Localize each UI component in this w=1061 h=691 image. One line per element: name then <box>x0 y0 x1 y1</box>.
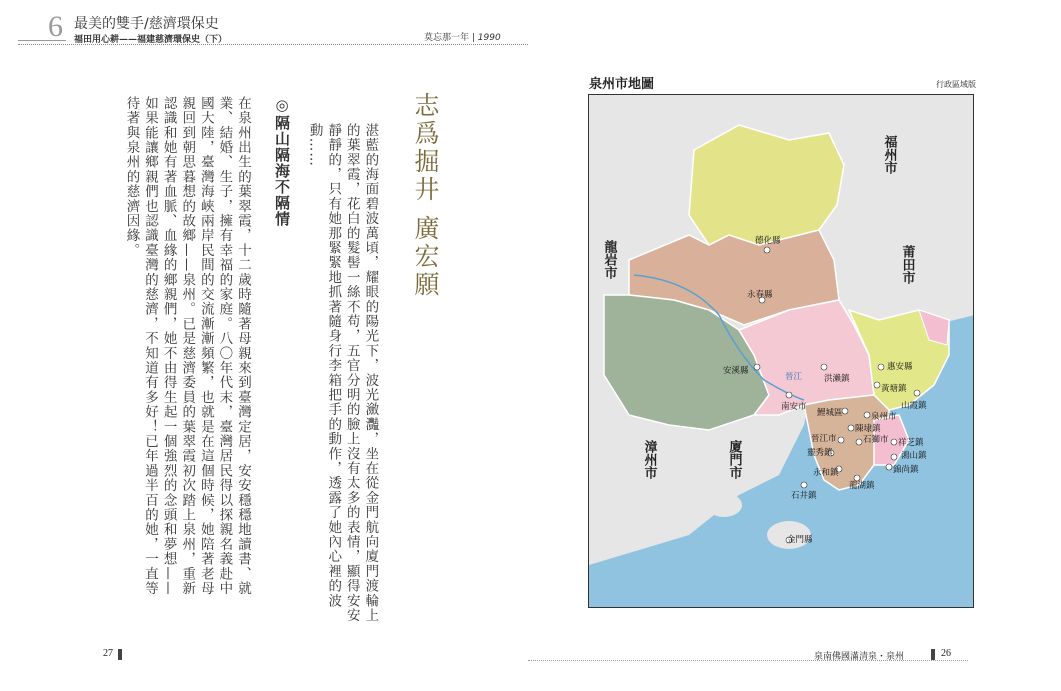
quanzhou-map <box>588 94 974 608</box>
label-huian: 惠安縣 <box>887 362 913 372</box>
label-hongshan: 鴻山鎮 <box>901 451 927 461</box>
label-yongchun: 永春縣 <box>747 290 773 300</box>
label-jinshang: 錦尚鎮 <box>893 465 919 475</box>
label-xiangzhi: 祥芝鎮 <box>898 438 924 448</box>
label-zhangzhou: 漳州市 <box>641 440 657 479</box>
map-title: 泉州市地圖 <box>589 77 655 92</box>
header-section-text: 莫忘那一年 <box>424 33 470 43</box>
label-putian: 莆田市 <box>899 245 915 284</box>
label-jinjiang: 晉江市 <box>811 434 837 444</box>
page-number-left: 27 <box>103 648 113 659</box>
page-number-right: 26 <box>941 648 951 659</box>
article-heading: 志爲掘井 廣宏願 <box>411 92 440 299</box>
intro-paragraph: 湛藍的海面碧波萬頃，耀眼的陽光下，波光瀲灩，坐在從金門航向廈門渡輪上的葉翠霞，花白的髮髻一絲不苟，五官分明的臉上沒有太多的表情，顯得安安靜靜的，只有她那緊緊地抓著隨身行李箱把手的動作，透露了她內心裡的波動…… <box>306 123 379 623</box>
section-subheading: ◎隔山隔海不隔情 <box>273 96 291 227</box>
island-xiamen <box>706 493 742 517</box>
label-longyan: 龍岩市 <box>601 240 617 279</box>
label-dehua: 德化縣 <box>755 236 781 246</box>
page-marker-left <box>118 649 122 660</box>
label-chendai: 陳埭鎮 <box>855 424 881 434</box>
label-yingxiu: 靈秀鎮 <box>807 448 833 458</box>
label-licheng: 鯉城區 <box>817 408 843 418</box>
label-xiamen: 廈門市 <box>726 440 742 479</box>
label-jinmen: 金門縣 <box>787 535 813 545</box>
label-longhu: 龍湖鎮 <box>849 481 875 491</box>
label-shijing: 石井鎮 <box>791 491 817 501</box>
label-river: 晉江 <box>785 372 803 382</box>
region-dehua <box>689 125 844 245</box>
label-nanan: 南安市 <box>781 402 807 412</box>
header-section: 莫忘那一年 | 1990 <box>424 33 501 43</box>
map-subtitle: 行政區域版 <box>936 80 976 89</box>
header-year: 1990 <box>477 33 501 43</box>
body-paragraph: 在泉州出生的葉翠霞，十二歲時隨著母親來到臺灣定居，安安穩穩地讀書、就業、結婚、生子，擁有幸福的家庭。八〇年代末，臺灣居民得以探親名義赴中國大陸，臺灣海峽兩岸民間的交流漸漸頻繁，也就是在這個時候，她陪著老母親回到朝思暮想的故鄉——泉州。已是慈濟委員的葉翠霞初次踏上泉州，重新認識和她有著血脈、血緣的鄉親們，她不由得生起一個強烈的念頭和夢想——如果能讓鄉親們也認識臺灣的慈濟，不知道有多好！已年過半百的她，一直等待著與泉州的慈濟因緣。 <box>123 96 251 596</box>
header-title: 最美的雙手/慈濟環保史 <box>74 16 219 32</box>
label-shanxia: 山霞鎮 <box>901 401 927 411</box>
page-marker-right <box>931 649 935 660</box>
label-fuzhou: 福州市 <box>881 135 897 174</box>
label-hongchao: 洪瀨鎮 <box>824 374 850 384</box>
chapter-number: 6 <box>48 10 63 43</box>
label-shishi: 石獅市 <box>863 435 889 445</box>
label-quanzhou: 泉州市 <box>871 412 897 422</box>
header-rule <box>18 44 528 45</box>
header-subtitle: 福田用心耕——福建慈濟環保史（下） <box>74 35 228 45</box>
footer-text: 泉南佛國滿清泉・泉州 <box>814 652 905 662</box>
label-yonghe: 永和鎮 <box>813 468 839 478</box>
label-huangtang: 黃塘鎮 <box>881 384 907 394</box>
map-svg <box>589 95 974 608</box>
label-anxi: 安溪縣 <box>723 366 749 376</box>
